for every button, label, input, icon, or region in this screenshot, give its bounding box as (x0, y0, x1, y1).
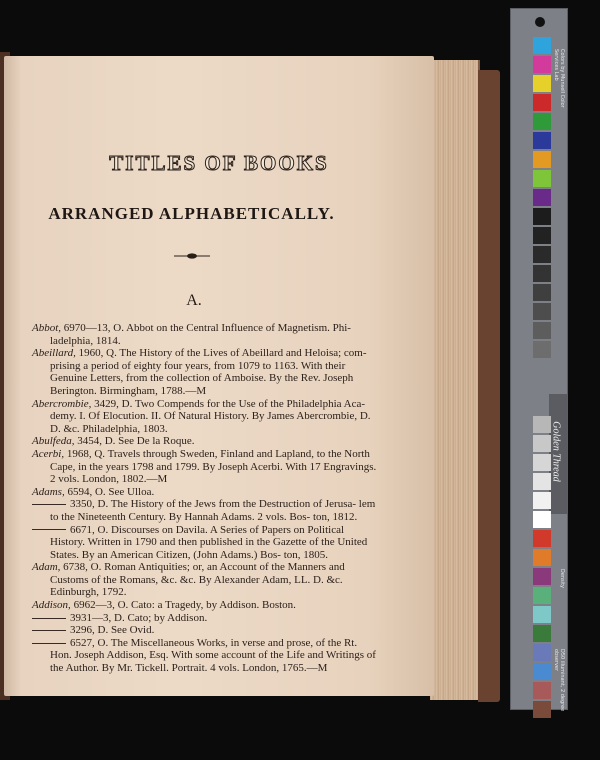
page-subtitle: ARRANGED ALPHABETICALLY. (48, 204, 335, 223)
color-swatch (533, 208, 551, 225)
book-entry (32, 347, 377, 397)
book-entry (32, 561, 377, 599)
color-swatch (533, 568, 551, 585)
book-entry (32, 524, 377, 562)
entry-author: Addison, (32, 599, 71, 612)
color-swatch (533, 492, 551, 509)
color-swatch (533, 94, 551, 111)
book-page (4, 56, 434, 696)
entry-text-continued: ladelphia, 1814. (50, 334, 121, 347)
entry-author: Adams, (32, 485, 65, 498)
book-entry (32, 637, 377, 675)
ditto-rule (32, 504, 66, 505)
entry-author: Abercrombie, (32, 397, 92, 410)
color-swatch (533, 246, 551, 263)
book-entry (32, 486, 377, 499)
book-entry (32, 599, 377, 612)
color-swatch (533, 303, 551, 320)
color-swatch (533, 625, 551, 642)
entry-author: Adam, (32, 561, 61, 574)
entry-text-continued: History. Written in 1790 and then published in the Gazette of the United States. By an American Citizen, (John Adams.) Bos- ton, 1805. (50, 536, 368, 561)
color-swatch (533, 227, 551, 244)
page-title: TITLES OF BOOKS (109, 151, 329, 175)
color-swatch (533, 189, 551, 206)
color-swatch (533, 701, 551, 718)
entry-text: 3350, D. The History of the Jews from the Destruction of Jerusa- (70, 498, 357, 511)
card-label: D50 illuminant, 2 degree observer (553, 649, 565, 712)
ditto-rule (32, 529, 66, 530)
ornament-divider (174, 252, 210, 260)
entry-text: 3931—3, D. Cato; by Addison. (70, 611, 208, 624)
color-swatch (533, 454, 551, 471)
golden-thread-text: Golden Thread (550, 421, 562, 482)
entry-text-continued: lem to the Nineteenth Century. By Hannah Adams. 2 vols. Bos- ton, 1812. (50, 498, 376, 523)
registration-dot-icon (535, 17, 545, 27)
color-swatch (533, 265, 551, 282)
entry-author: Abulfeda, (32, 435, 75, 448)
card-label: Colors by Munsell Color Services Lab (553, 49, 565, 108)
ditto-rule (32, 618, 66, 619)
ditto-rule (32, 643, 66, 644)
book (0, 52, 500, 712)
entry-text: 3296, D. See Ovid. (70, 624, 155, 637)
book-entry (32, 498, 377, 523)
color-swatch (533, 606, 551, 623)
color-swatch (533, 644, 551, 661)
entry-text-continued: demy. I. Of Elocution. II. Of Natural History. By James Abercrombie, D. D. &c. Philadelphia, 1803. (50, 410, 371, 435)
entry-text: 1960, Q. The History of the Lives of Abeillard and Heloisa; com- (78, 347, 367, 360)
entry-author: Abeillard, (32, 347, 76, 360)
entry-text: 6527, O. The Miscellaneous Works, in verse and prose, of the Rt. (70, 636, 358, 649)
color-swatch (533, 682, 551, 699)
color-swatch (533, 511, 551, 528)
entry-text: 6594, O. See Ulloa. (67, 485, 155, 498)
entry-text-continued: Customs of the Romans, &c. &c. By Alexander Adam, LL. D. &c. Edinburgh, 1792. (50, 573, 343, 599)
entry-text-continued: North Cape, in the years 1798 and 1799. By Joseph Acerbi. With 17 Engravings. 2 vols. London, 1802.—M (50, 447, 377, 486)
book-entry (32, 435, 377, 448)
entry-author: Abbot, (32, 322, 62, 334)
book-entry (32, 448, 377, 486)
color-calibration-card (510, 8, 568, 710)
golden-thread-label (549, 394, 567, 514)
book-entry (32, 322, 377, 347)
color-swatch (533, 435, 551, 452)
section-letter: A. (186, 292, 202, 309)
color-swatch (533, 341, 551, 358)
color-swatch (533, 151, 551, 168)
color-swatch (533, 322, 551, 339)
book-back-cover (478, 70, 500, 702)
entry-text: 6671, O. Discourses on Davila. A Series of Papers on Political (70, 523, 345, 536)
entry-text: 3429, D. Two Compends for the Use of the Philadelphia Aca- (94, 397, 366, 410)
color-swatch (533, 113, 551, 130)
book-entry (32, 398, 377, 436)
color-swatch (533, 75, 551, 92)
card-label: Density (559, 569, 565, 589)
color-swatch (533, 663, 551, 680)
ditto-rule (32, 630, 66, 631)
entry-text-continued: Hon. Joseph Addison, Esq. With some account of the Life and Writings of the Author. By Mr. Tickell. Portrait. 4 vols. London, 1765.—M (50, 649, 376, 675)
entry-text-continued: prising a period of eighty four years, from 1079 to 1163. With their Genuine Letters, from the collection of Amboise. By the Rev. Joseph Berington. Birmingham, 1788.—M (50, 359, 354, 397)
entry-text: 6962—3, O. Cato: a Tragedy, by Addison. Boston. (73, 599, 296, 612)
color-swatch (533, 170, 551, 187)
color-swatch (533, 56, 551, 73)
color-swatch (533, 473, 551, 490)
book-entry (32, 624, 377, 637)
entry-text: 6738, O. Roman Antiquities; or, an Account of the Manners and (63, 561, 345, 574)
color-swatch (533, 416, 551, 433)
book-entry (32, 612, 377, 625)
color-swatch (533, 587, 551, 604)
color-swatch (533, 132, 551, 149)
entry-text: 6970—13, O. Abbot on the Central Influence of Magnetism. Phi- (63, 322, 351, 334)
entry-text: 1968, Q. Travels through Sweden, Finland and Lapland, to the (66, 447, 342, 460)
entry-list (32, 322, 377, 675)
color-swatch (533, 549, 551, 566)
color-swatch (533, 37, 551, 54)
color-swatch (533, 284, 551, 301)
color-swatch (533, 530, 551, 547)
page-edges (430, 60, 480, 700)
entry-text: 3454, D. See De la Roque. (77, 435, 195, 448)
entry-author: Acerbi, (32, 447, 65, 460)
